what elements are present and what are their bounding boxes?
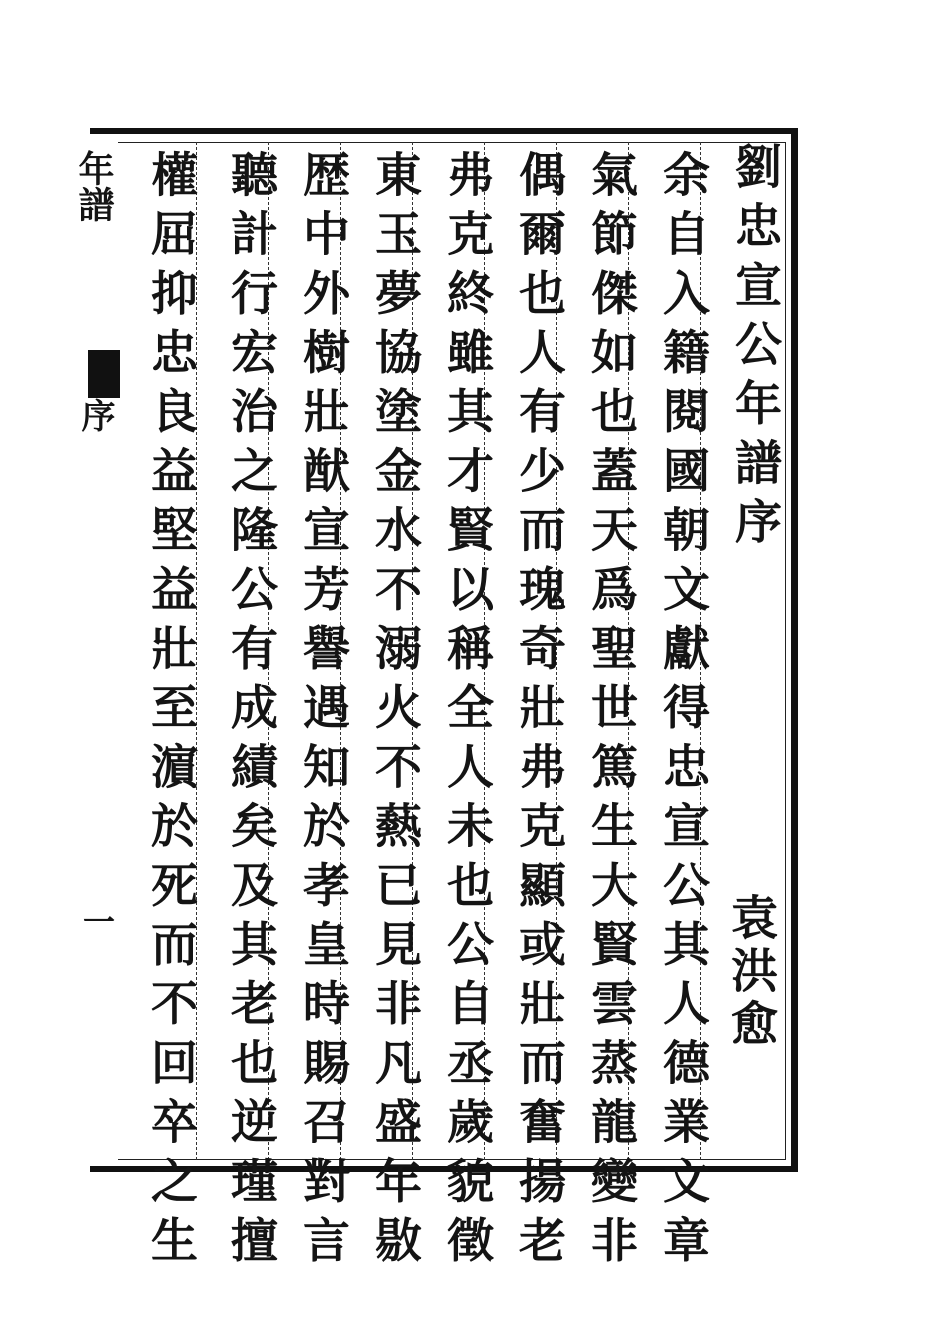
fish-tail-mark [88, 350, 120, 398]
page-title: 劉忠宣公年譜序 [727, 142, 782, 557]
text-column-2: 氣節傑如也蓋天爲聖世篤生大賢雲蒸龍變非 [583, 150, 638, 1275]
gutter-section: 序 [75, 398, 115, 432]
text-column-1: 余自入籍閱國朝文獻得忠宣公其人德業文章 [655, 150, 710, 1275]
page-number: 一 [78, 905, 116, 937]
author-name: 袁洪愈 [723, 893, 778, 1052]
text-column-8: 權屈抑忠良益堅益壯至濵於死而不回卒之生 [143, 150, 198, 1275]
text-column-7: 聽計行宏治之隆公有成績矣及其老也逆瑾擅 [223, 150, 278, 1275]
text-column-6: 歴中外樹壯猷宣芳譽遇知於孝皇時賜召對言 [295, 150, 350, 1275]
gutter-book-title: 年譜 [73, 150, 115, 222]
text-column-4: 弗克終雖其才賢以稱全人未也公自丞歲貌徵 [439, 150, 494, 1275]
text-column-5: 東玉夢協塗金水不溺火不爇已見非凡盛年敭 [367, 150, 422, 1275]
text-column-3: 偶爾也人有少而瑰奇壯弗克顯或壯而奮揚老 [511, 150, 566, 1275]
